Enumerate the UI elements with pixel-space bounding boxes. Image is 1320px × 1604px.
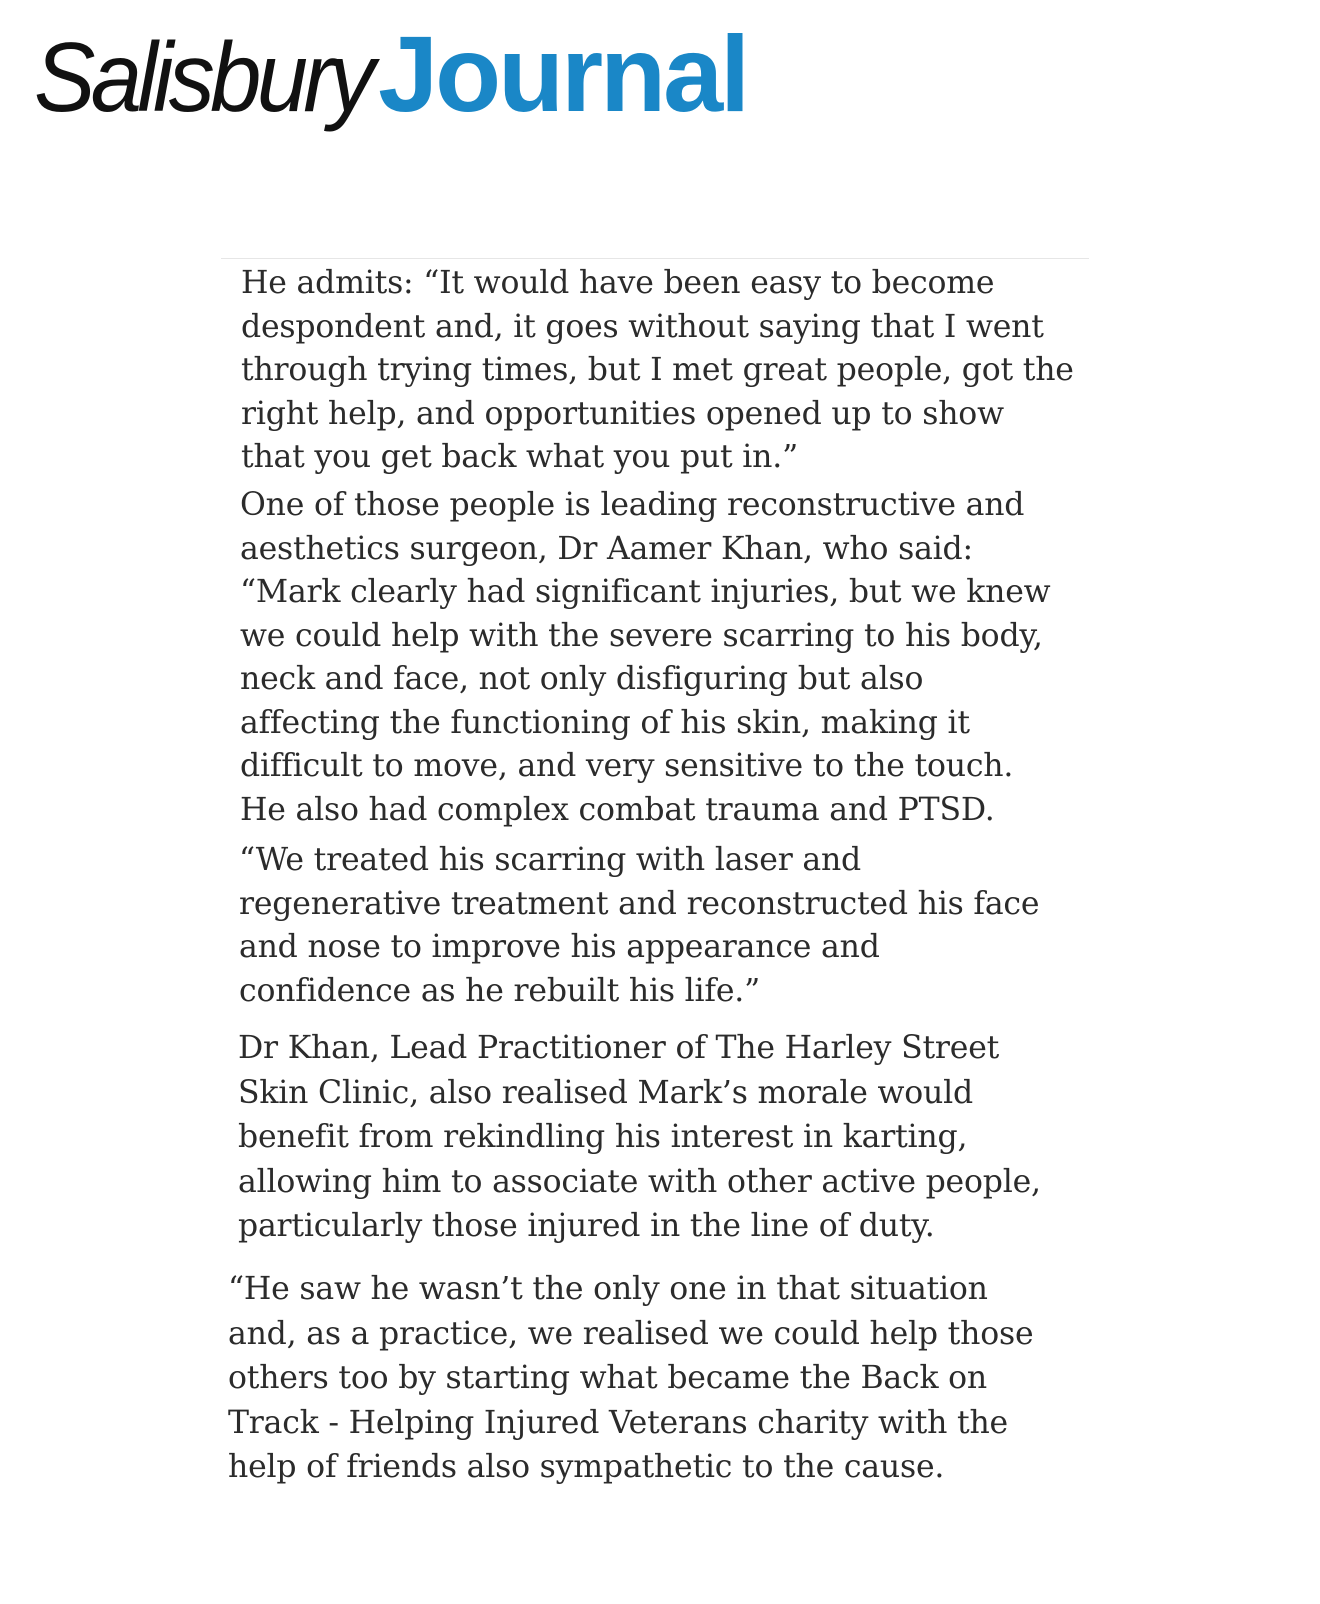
paragraph-line: regenerative treatment and reconstructed his face	[239, 885, 1040, 922]
paragraph-line: difficult to move, and very sensitive to the touch.	[240, 748, 1014, 784]
paragraph-line: particularly those injured in the line of duty.	[238, 1208, 935, 1244]
paragraph-line: Skin Clinic, also realised Mark’s morale would	[238, 1074, 973, 1111]
paragraph-line: right help, and opportunities opened up to show	[241, 395, 1004, 432]
article-paragraph	[241, 262, 1074, 480]
paragraph-line: One of those people is leading reconstructive and	[240, 487, 1025, 523]
article-divider	[221, 258, 1089, 259]
paragraph-line: “He saw he wasn’t the only one in that situation	[228, 1271, 988, 1307]
paragraph-line: allowing him to associate with other active people,	[238, 1163, 1041, 1200]
paragraph-line: “We treated his scarring with laser and	[239, 842, 862, 878]
paragraph-line: that you get back what you put in.”	[241, 439, 798, 475]
paragraph-line: He also had complex combat trauma and PTSD.	[240, 791, 995, 828]
paragraph-line: aesthetics surgeon, Dr Aamer Khan, who said:	[240, 530, 973, 567]
paragraph-line: and nose to improve his appearance and	[239, 929, 880, 965]
paragraph-line: Dr Khan, Lead Practitioner of The Harley Street	[238, 1030, 1000, 1066]
paragraph-line: and, as a practice, we realised we could help those	[228, 1315, 1034, 1352]
paragraph-line: others too by starting what became the Back on	[228, 1360, 987, 1396]
article-paragraph	[240, 484, 1050, 832]
paragraph-line: confidence as he rebuilt his life.”	[239, 972, 760, 1009]
article-paragraph	[228, 1267, 1033, 1490]
paragraph-line: Track - Helping Injured Veterans charity with the	[228, 1404, 1008, 1441]
paragraph-line: despondent and, it goes without saying that I went	[241, 308, 1044, 345]
paragraph-line: help of friends also sympathetic to the cause.	[228, 1449, 945, 1485]
paragraph-line: we could help with the severe scarring to his body,	[240, 617, 1043, 654]
brand-primary-word: Salisbury	[34, 22, 371, 132]
paragraph-line: He admits: “It would have been easy to become	[241, 265, 995, 301]
article-paragraph	[238, 1026, 1041, 1249]
paragraph-line: affecting the functioning of his skin, making it	[240, 704, 970, 741]
paragraph-line: “Mark clearly had significant injuries, but we knew	[240, 574, 1051, 610]
brand-secondary-word: Journal	[378, 13, 748, 134]
article-paragraph	[239, 839, 1039, 1013]
paragraph-line: benefit from rekindling his interest in karting,	[238, 1119, 968, 1155]
paragraph-line: neck and face, not only disfiguring but also	[240, 661, 924, 697]
paragraph-line: through trying times, but I met great people, got the	[241, 352, 1074, 388]
masthead-logo	[34, 14, 747, 144]
